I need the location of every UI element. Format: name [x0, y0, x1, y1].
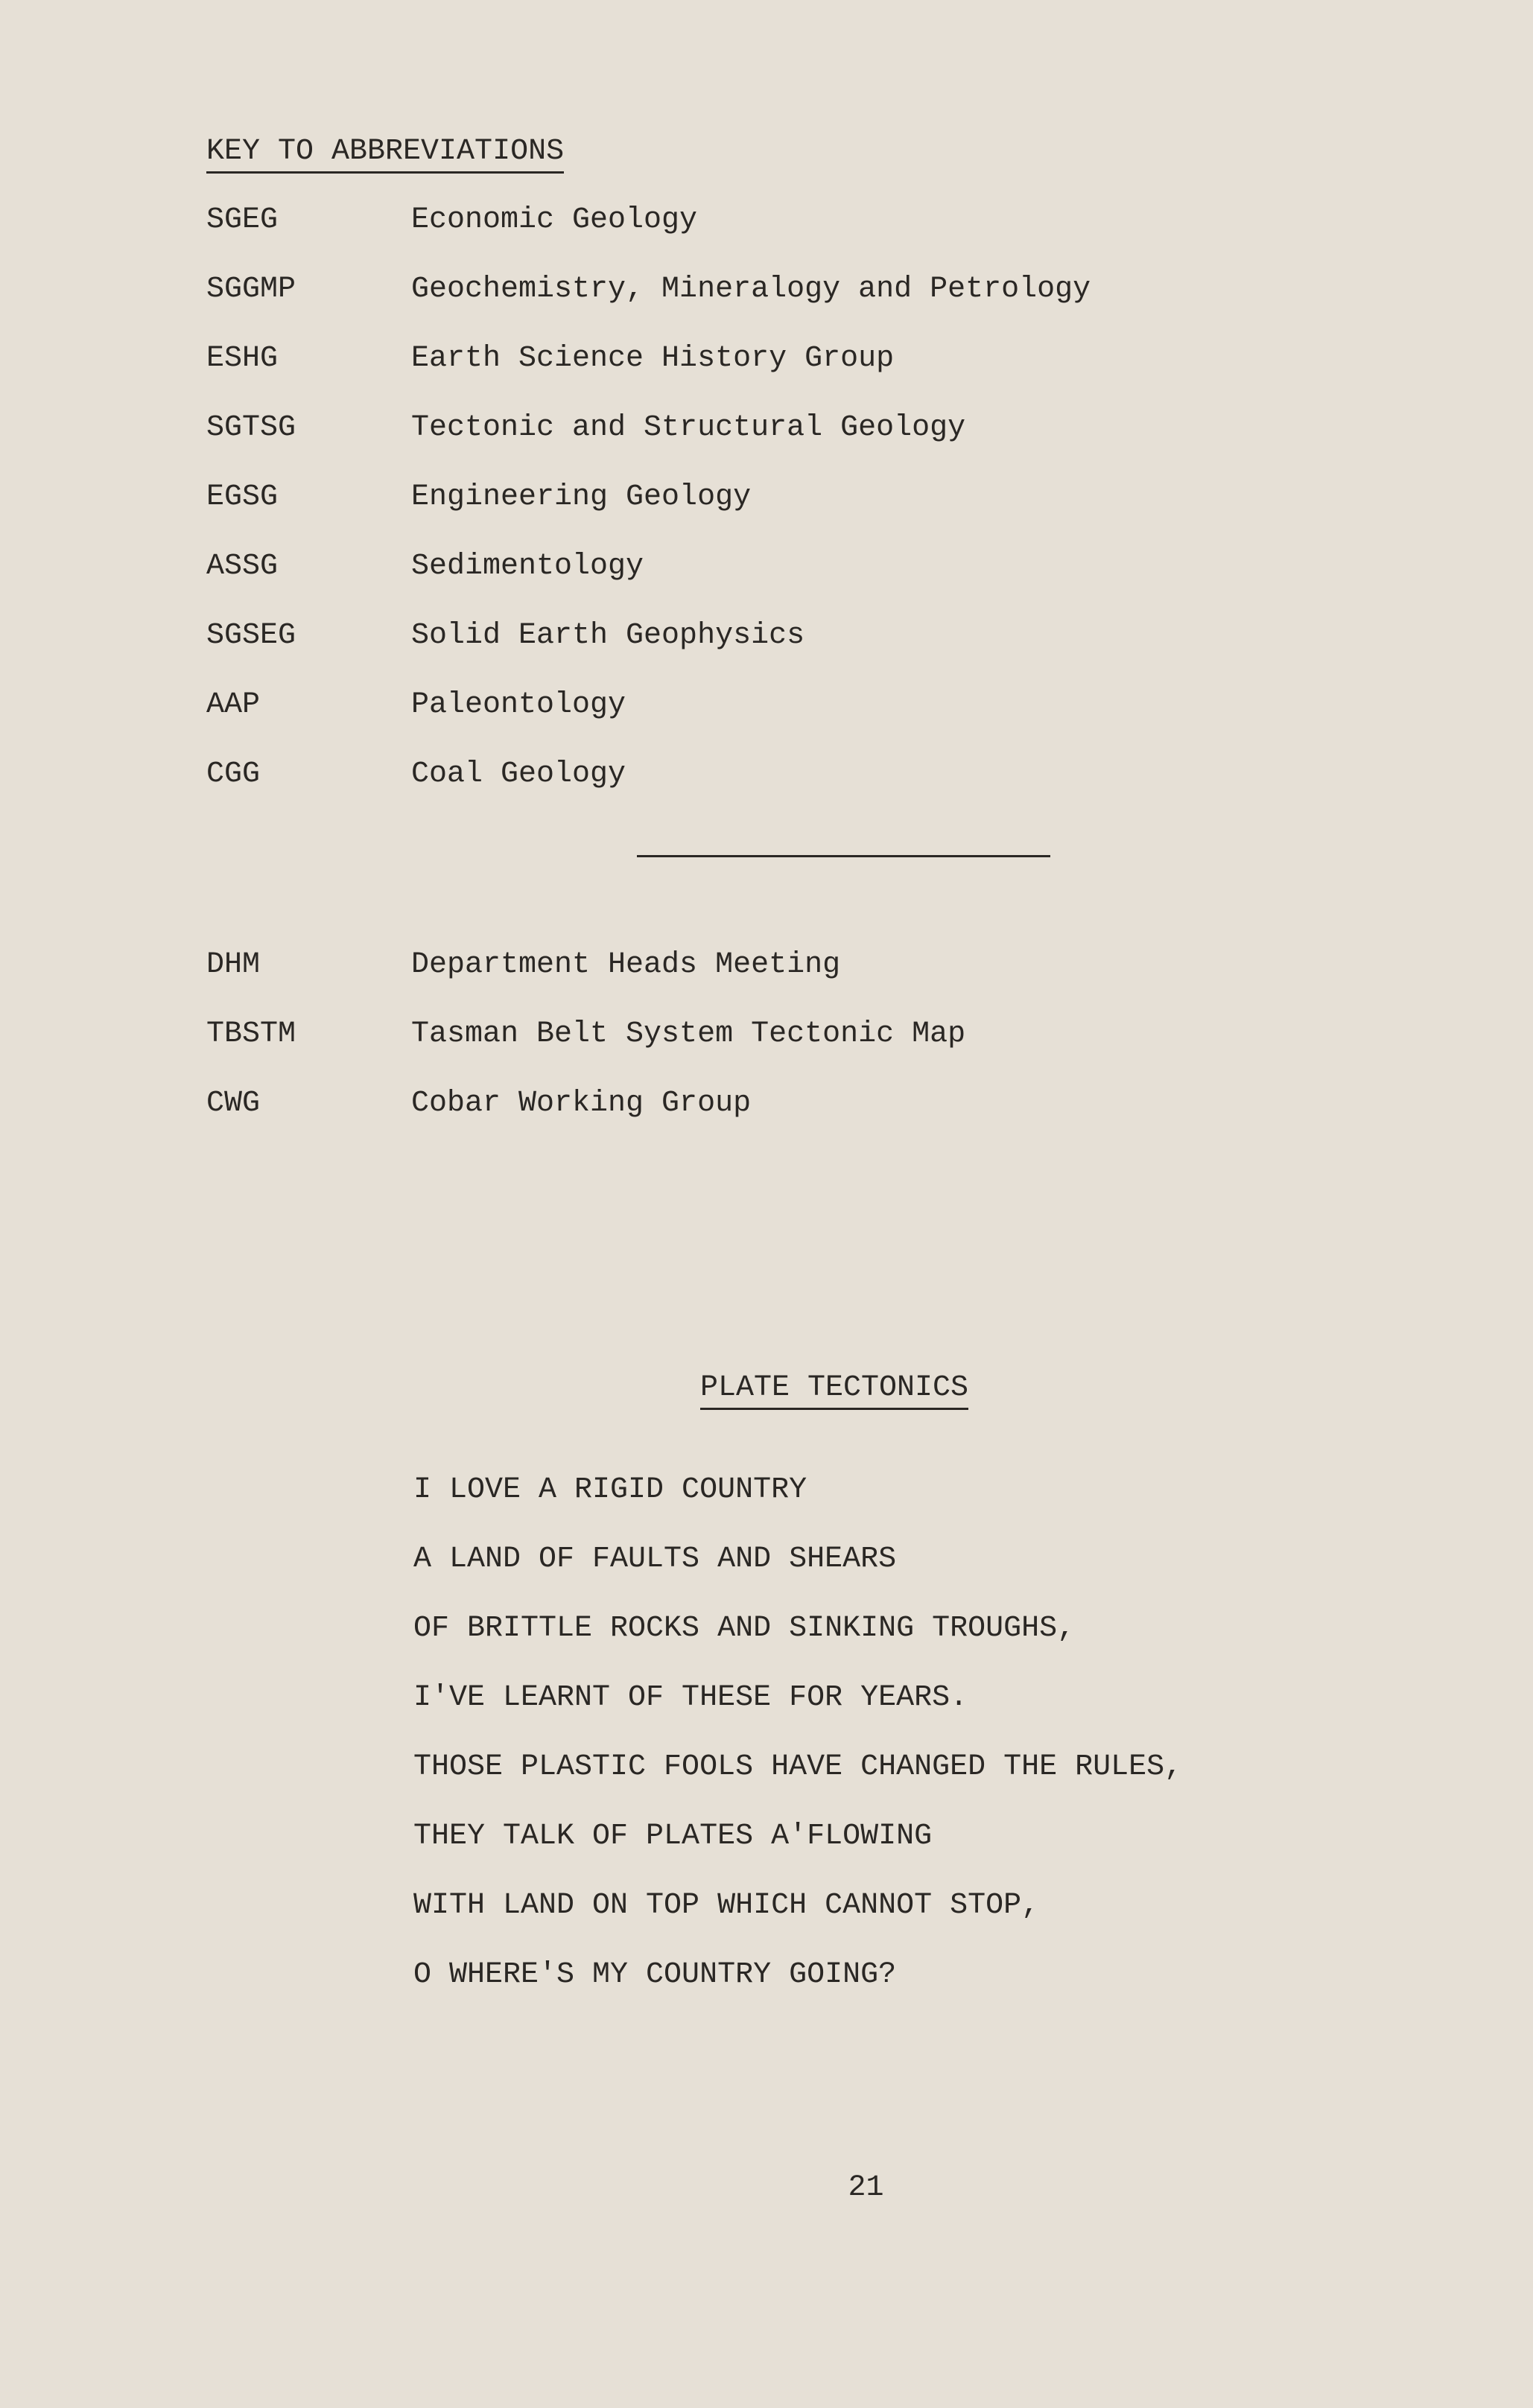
poem-line: WITH LAND ON TOP WHICH CANNOT STOP,	[413, 1889, 1040, 1922]
poem-line: THOSE PLASTIC FOOLS HAVE CHANGED THE RULES,	[413, 1750, 1183, 1784]
poem-title: PLATE TECTONICS	[700, 1370, 968, 1410]
poem-line: O WHERE'S MY COUNTRY GOING?	[413, 1958, 897, 1992]
abbreviation-code: DHM	[206, 948, 261, 982]
abbreviation-meaning: Cobar Working Group	[411, 1087, 752, 1120]
abbreviation-code: SGGMP	[206, 273, 296, 306]
poem-line: I'VE LEARNT OF THESE FOR YEARS.	[413, 1681, 968, 1715]
abbreviation-meaning: Geochemistry, Mineralogy and Petrology	[411, 273, 1091, 306]
abbreviation-meaning: Department Heads Meeting	[411, 948, 841, 982]
abbreviation-meaning: Tasman Belt System Tectonic Map	[411, 1017, 966, 1051]
poem-line: A LAND OF FAULTS AND SHEARS	[413, 1543, 897, 1576]
abbreviation-meaning: Tectonic and Structural Geology	[411, 411, 966, 445]
abbreviation-code: AAP	[206, 688, 261, 722]
abbreviation-code: SGTSG	[206, 411, 296, 445]
abbreviation-meaning: Economic Geology	[411, 203, 698, 237]
abbreviation-code: TBSTM	[206, 1017, 296, 1051]
abbreviation-meaning: Engineering Geology	[411, 480, 752, 514]
abbreviation-code: SGSEG	[206, 619, 296, 652]
abbreviation-code: CWG	[206, 1087, 261, 1120]
abbreviation-meaning: Earth Science History Group	[411, 342, 895, 375]
abbreviation-code: ASSG	[206, 550, 279, 583]
abbreviation-meaning: Paleontology	[411, 688, 626, 722]
abbreviation-code: SGEG	[206, 203, 279, 237]
abbreviation-meaning: Solid Earth Geophysics	[411, 619, 805, 652]
poem-line: I LOVE A RIGID COUNTRY	[413, 1473, 807, 1507]
abbreviation-code: EGSG	[206, 480, 279, 514]
abbreviation-code: CGG	[206, 757, 261, 791]
abbreviation-code: ESHG	[206, 342, 279, 375]
poem-line: THEY TALK OF PLATES A'FLOWING	[413, 1820, 933, 1853]
abbreviation-meaning: Coal Geology	[411, 757, 626, 791]
key-heading: KEY TO ABBREVIATIONS	[206, 134, 564, 174]
abbreviation-meaning: Sedimentology	[411, 550, 644, 583]
page-number: 21	[848, 2171, 884, 2205]
section-divider	[637, 855, 1050, 857]
poem-line: OF BRITTLE ROCKS AND SINKING TROUGHS,	[413, 1612, 1076, 1645]
